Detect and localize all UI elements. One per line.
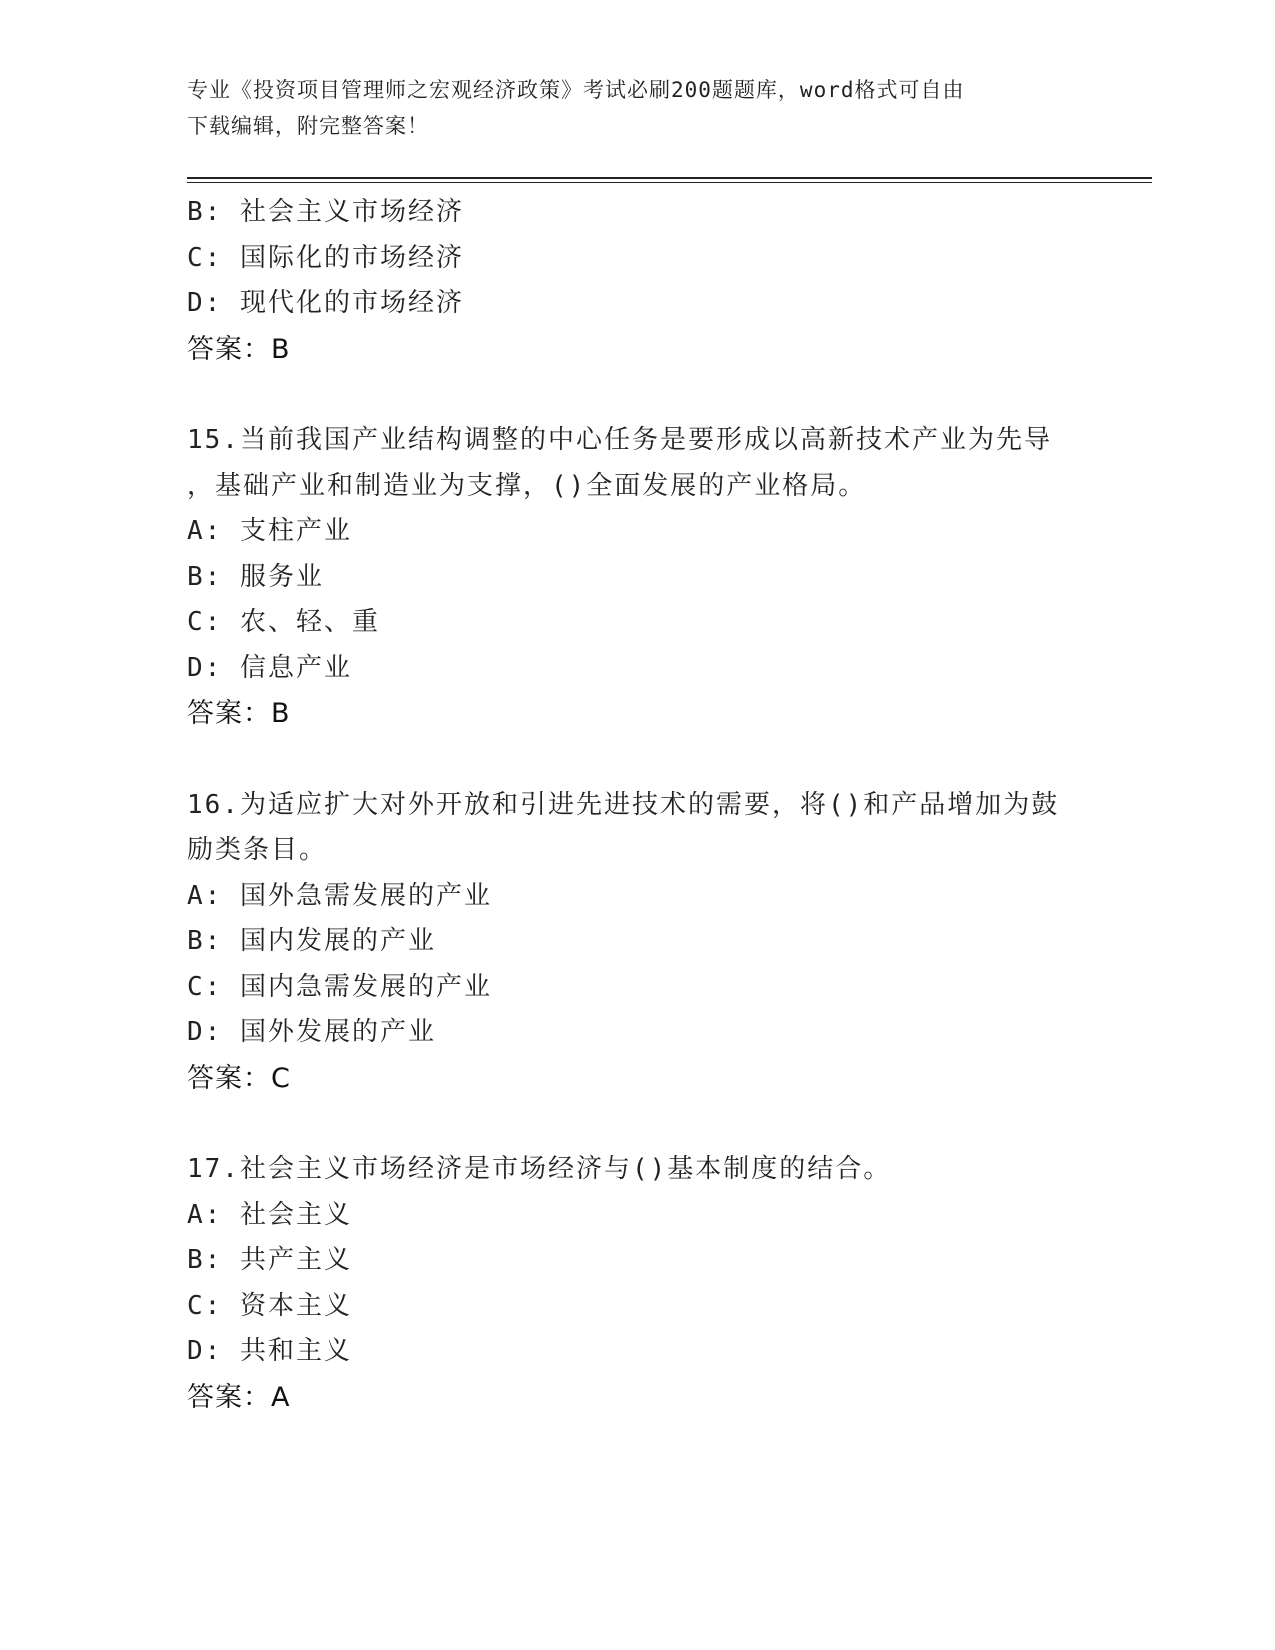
option-a: A: 国外急需发展的产业 bbox=[187, 880, 492, 911]
question-17-block bbox=[187, 1147, 1087, 1420]
question-16-text bbox=[187, 783, 1087, 874]
question-list bbox=[187, 190, 1087, 1420]
question-15-block bbox=[187, 418, 1087, 737]
spacer bbox=[187, 372, 1087, 418]
option-a: A: 社会主义 bbox=[187, 1199, 352, 1230]
option-b: B: 服务业 bbox=[187, 561, 324, 592]
answer-line: 答案：C bbox=[187, 1062, 291, 1094]
question-16-line-1: 16.为适应扩大对外开放和引进先进技术的需要，将()和产品增加为鼓 bbox=[187, 789, 1060, 820]
spacer bbox=[187, 1101, 1087, 1147]
prev-question-block bbox=[187, 190, 1087, 372]
document-header-note bbox=[187, 72, 1067, 144]
option-d: D: 现代化的市场经济 bbox=[187, 288, 464, 318]
option-c: C: 国际化的市场经济 bbox=[187, 242, 464, 273]
answer-line: 答案：A bbox=[187, 1381, 291, 1413]
question-15-line-2: ，基础产业和制造业为支撑，()全面发展的产业格局。 bbox=[187, 470, 867, 501]
question-17-line-1: 17.社会主义市场经济是市场经济与()基本制度的结合。 bbox=[187, 1154, 892, 1184]
header-divider-thick bbox=[187, 177, 1152, 179]
option-c: C: 国内急需发展的产业 bbox=[187, 971, 492, 1002]
spacer bbox=[187, 737, 1087, 783]
option-b: B: 社会主义市场经济 bbox=[187, 197, 464, 227]
header-line-2: 下载编辑，附完整答案！ bbox=[187, 114, 429, 138]
option-b: B: 国内发展的产业 bbox=[187, 926, 436, 956]
question-16-line-2: 励类条目。 bbox=[187, 835, 328, 865]
option-d: D: 信息产业 bbox=[187, 652, 352, 683]
option-c: C: 资本主义 bbox=[187, 1290, 352, 1321]
option-c: C: 农、轻、重 bbox=[187, 607, 380, 637]
question-15-text bbox=[187, 418, 1087, 509]
option-b: B: 共产主义 bbox=[187, 1245, 352, 1275]
question-17-text bbox=[187, 1147, 1087, 1193]
question-15-line-1: 15.当前我国产业结构调整的中心任务是要形成以高新技术产业为先导 bbox=[187, 425, 1052, 455]
answer-line: 答案：B bbox=[187, 333, 291, 365]
answer-line: 答案：B bbox=[187, 698, 291, 729]
option-a: A: 支柱产业 bbox=[187, 516, 352, 546]
option-d: D: 共和主义 bbox=[187, 1336, 352, 1366]
header-line-1: 专业《投资项目管理师之宏观经济政策》考试必刷200题题库，word格式可自由 bbox=[187, 78, 965, 102]
header-divider-thin bbox=[187, 182, 1152, 183]
option-d: D: 国外发展的产业 bbox=[187, 1017, 436, 1047]
question-16-block bbox=[187, 783, 1087, 1102]
